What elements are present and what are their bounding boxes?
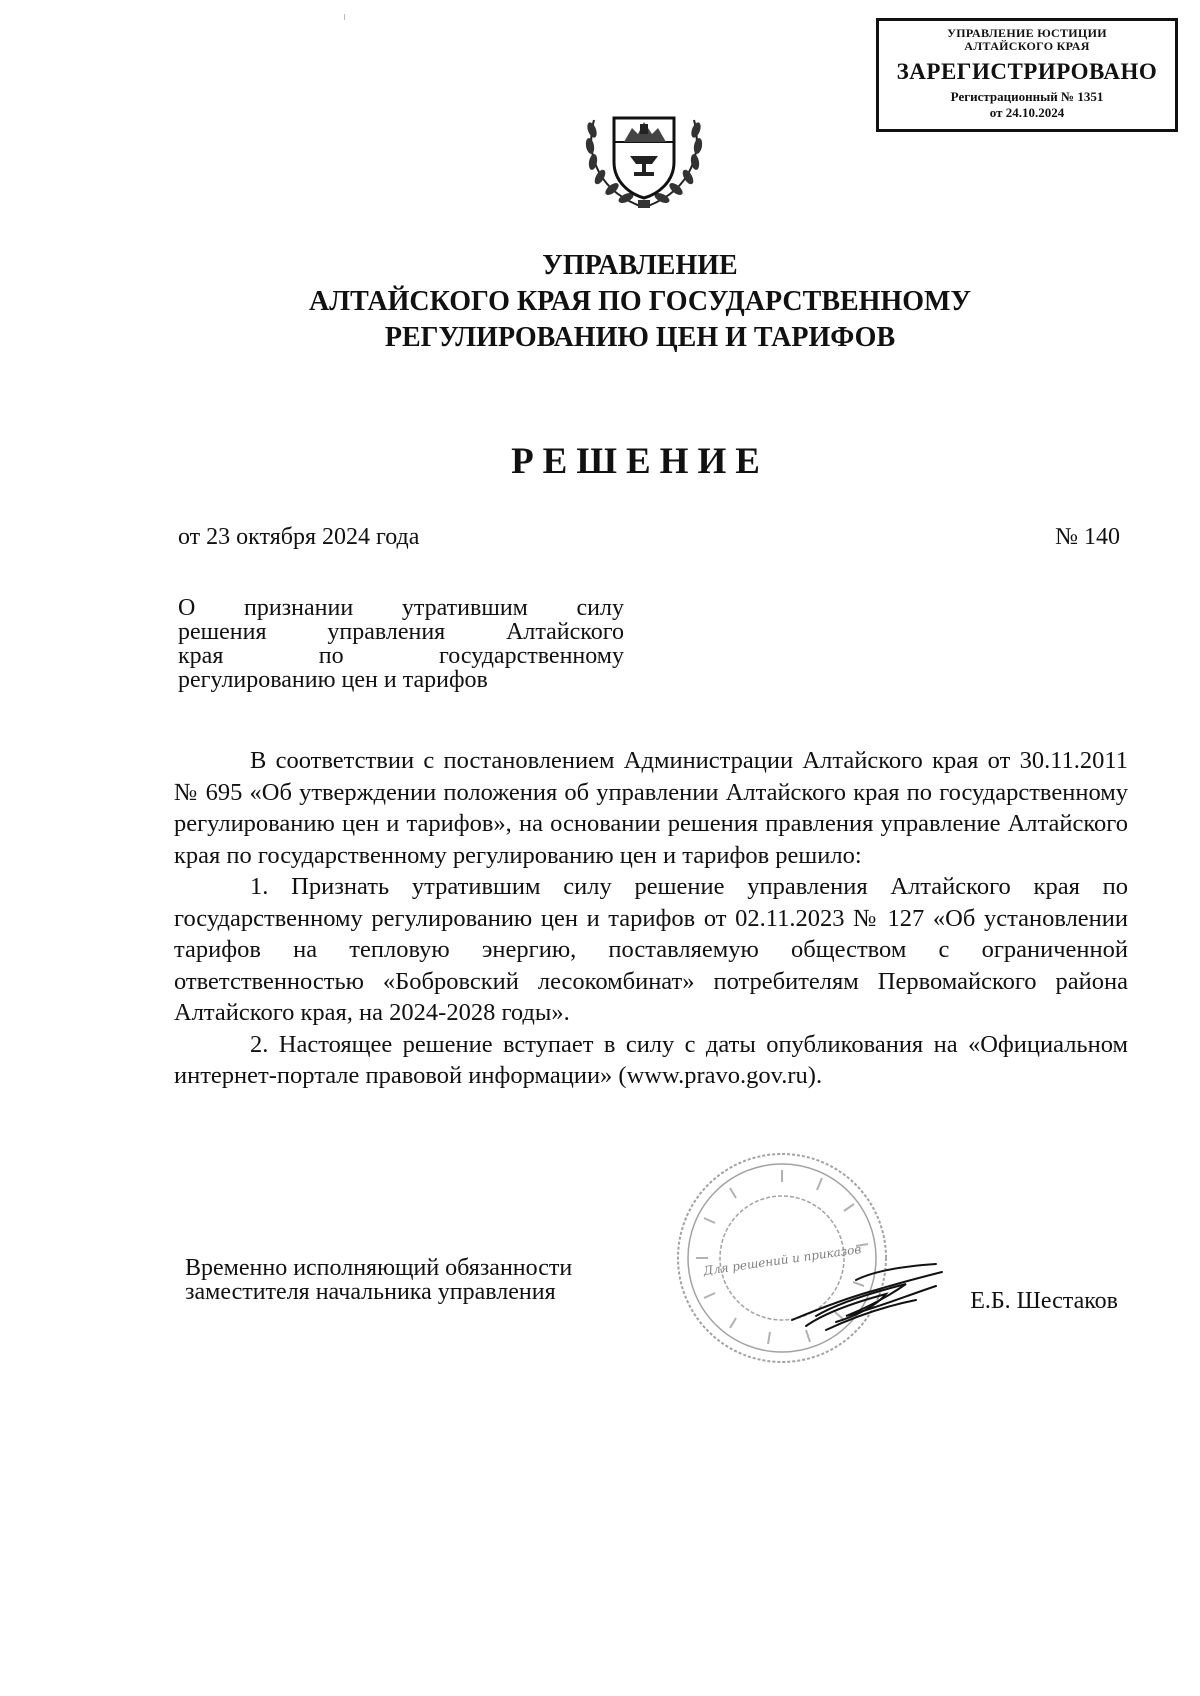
body-item-1: 1. Признать утратившим силу решение управления Алтайского края по государственному регулированию цен и тарифов от 02.11.2023 № 127 «Об установлении тарифов на тепловую энергию, поставляемую обществом с ограниченной ответственностью «Бобровский лесокомбинат» потребителям Первомайского района Алтайского края, на 2024-2028 годы». — [174, 873, 1128, 1026]
handwritten-signature-icon — [786, 1250, 946, 1340]
document-type: РЕШЕНИЕ — [511, 441, 769, 482]
seal-text: Для решений и приказов — [702, 1241, 863, 1279]
org-title-line3: РЕГУЛИРОВАНИЮ ЦЕН И ТАРИФОВ — [384, 322, 896, 353]
subject-line3: края по государственному — [178, 643, 624, 669]
subject-line4: регулированию цен и тарифов — [178, 667, 488, 693]
stamp-org-line2: АЛТАЙСКОГО КРАЯ — [964, 39, 1090, 53]
stamp-org-line1: УПРАВЛЕНИЕ ЮСТИЦИИ — [947, 26, 1107, 40]
signatory-position-line2: заместителя начальника управления — [185, 1279, 556, 1305]
signatory-position-line1: Временно исполняющий обязанности — [185, 1255, 573, 1281]
body-intro: В соответствии с постановлением Администрации Алтайского края от 30.11.2011 № 695 «Об утверждении положения об управлении Алтайского края по государственному регулированию цен и тарифов», на основании решения правления управление Алтайского края по государственному регулированию цен и тарифов решило: — [174, 747, 1128, 869]
scan-mark — [344, 14, 345, 20]
document-body — [174, 745, 1128, 1092]
signatory-position — [185, 1256, 572, 1304]
document-subject — [178, 596, 624, 692]
registration-stamp — [876, 18, 1178, 132]
organization-title — [200, 248, 1080, 356]
document-date: от 23 октября 2024 года — [178, 524, 420, 550]
body-item-2: 2. Настоящее решение вступает в силу с даты опубликования на «Официальном интернет-портале правовой информации» (www.pravo.gov.ru). — [174, 1030, 1128, 1089]
stamp-reg-number: Регистрационный № 1351 — [950, 89, 1104, 104]
stamp-status: ЗАРЕГИСТРИРОВАНО — [896, 59, 1158, 84]
org-title-line1: УПРАВЛЕНИЕ — [542, 250, 738, 281]
document-number: № 140 — [1055, 524, 1120, 550]
stamp-reg-date: от 24.10.2024 — [989, 105, 1065, 120]
signatory-name: Е.Б. Шестаков — [970, 1288, 1118, 1314]
org-title-line2: АЛТАЙСКОГО КРАЯ ПО ГОСУДАРСТВЕННОМУ — [309, 286, 971, 317]
subject-line2: решения управления Алтайского — [178, 619, 624, 645]
subject-line1: О признании утратившим силу — [178, 595, 624, 621]
altai-krai-coat-of-arms-icon — [580, 100, 708, 212]
